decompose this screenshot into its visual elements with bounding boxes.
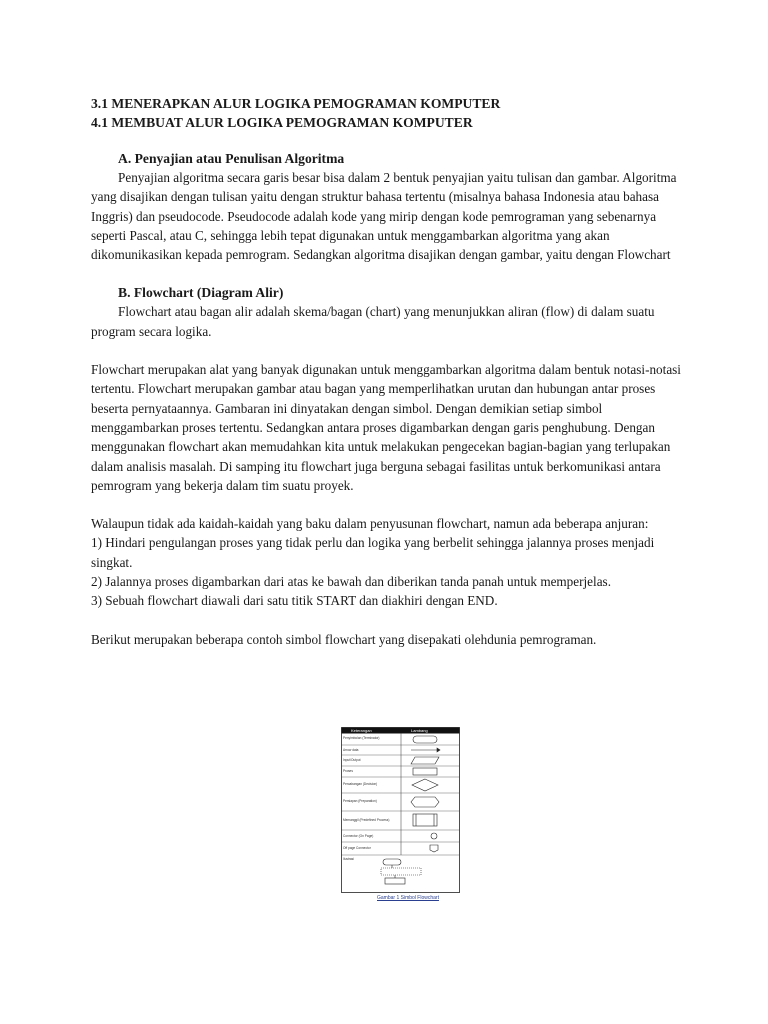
figure-row-label: Off page Connector: [343, 846, 371, 850]
section-b-title: B. Flowchart (Diagram Alir): [118, 285, 284, 301]
section-a-title: A. Penyajian atau Penulisan Algoritma: [118, 151, 345, 166]
figure-row-label: Connector (On Page): [343, 834, 374, 838]
figure-header-left: Keterangan: [351, 728, 372, 733]
figure-row-label: Input/Output: [343, 758, 361, 762]
figure-header-right: Lambang: [411, 728, 428, 733]
figure-row-label: Percabangan (Decision): [343, 782, 378, 786]
figure-row-label: Ilustrasi: [343, 857, 354, 861]
list-item: 2) Jalannya proses digambarkan dari atas ke bawah dan diberikan tanda panah untuk memperjelas.: [91, 574, 611, 590]
section-b-paragraph-1: Flowchart merupakan alat yang banyak digunakan untuk menggambarkan algoritma dalam bentuk notasi-notasi tertentu. Flowchart merupakan gambar atau bagan yang memperlihatkan urutan dan hubungan antar proses beserta pernyataannya. Gambaran ini dinyatakan dengan simbol. Dengan demikian setiap simbol menggambarkan proses tertentu. Sedangkan antara proses digambarkan dengan garis penghubung. Dengan menggunakan flowchart akan memudahkan kita untuk melakukan pengecekan bagian-bagian yang terlupakan dalam analisis masalah. Di samping itu flowchart juga berguna sebagai fasilitas untuk berkomunikasi antara pemrogram yang bekerja dalam tim suatu proyek.: [91, 362, 681, 493]
flowchart-symbols-figure: [341, 727, 460, 893]
heading-2: 4.1 MEMBUAT ALUR LOGIKA PEMOGRAMAN KOMPUTER: [91, 115, 473, 130]
figure-row-label: Persiapan (Preparation): [343, 799, 377, 803]
list-item: 1) Hindari pengulangan proses yang tidak perlu dan logika yang berbelit sehingga jalannya proses menjadi singkat.: [91, 535, 655, 570]
figure-caption: Gambar 1 Simbol Flowchart: [377, 895, 439, 901]
list-item: 3) Sebuah flowchart diawali dari satu titik START dan diakhiri dengan END.: [91, 593, 498, 609]
figure-row-label: Penyimbolan (Terminator): [343, 736, 380, 740]
section-a-body: Penyajian algoritma secara garis besar bisa dalam 2 bentuk penyajian yaitu tulisan dan gambar. Algoritma yang disajikan dengan tulisan yaitu dengan struktur bahasa tertentu (misalnya bahasa Indonesia atau bahasa Inggris) dan pseudocode. Pseudocode adalah kode yang mirip dengan kode pemrograman yang sebenarnya seperti Pascal, atau C, sehingga lebih tepat digunakan untuk menggambarkan algoritma yang akan dikomunikasikan kepada pemrogram. Sedangkan algoritma disajikan dengan gambar, yaitu dengan Flowchart: [91, 170, 677, 263]
figure-row-label: Memanggil (Predefined Process): [343, 818, 390, 822]
section-b-paragraph-2: Walaupun tidak ada kaidah-kaidah yang baku dalam penyusunan flowchart, namun ada beberapa anjuran:: [91, 516, 649, 532]
figure-row-label: Arrow data: [343, 748, 359, 752]
section-b-intro: Flowchart atau bagan alir adalah skema/bagan (chart) yang menunjukkan aliran (flow) di dalam suatu program secara logika.: [91, 304, 655, 339]
figure-row-label: Proses: [343, 769, 353, 773]
section-b-paragraph-3: Berikut merupakan beberapa contoh simbol flowchart yang disepakati olehdunia pemrograman.: [91, 631, 597, 647]
heading-1: 3.1 MENERAPKAN ALUR LOGIKA PEMOGRAMAN KOMPUTER: [91, 96, 501, 111]
document-page: [91, 94, 691, 649]
